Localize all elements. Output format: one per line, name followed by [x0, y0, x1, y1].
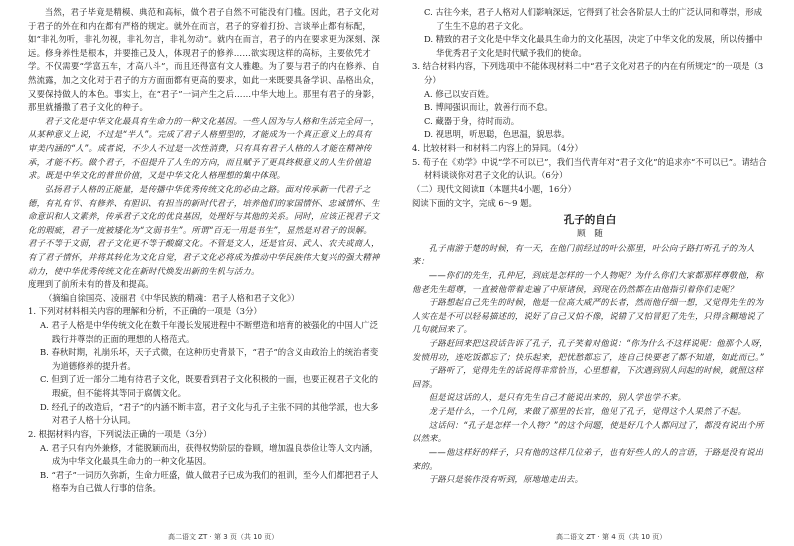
option-d: D. 精致的君子文化是中华文化最具生命力的文化基因，决定了中华文化的发展，所以传播中华优秀君子文化是时代赋予我们的使命。 [424, 34, 763, 58]
option-b: B. 博闻强识而让，敦善行而不怠。 [424, 102, 553, 113]
option-a: A. 君子人格是中华传统文化在数千年漫长发展进程中不断塑造和培育的被强化的中国人广泛践行并尊崇的正面的理想的人格范式。 [40, 320, 378, 344]
paragraph: 弘扬君子人格的正能量，是传播中华优秀传统文化的必由之路。面对传承新一代君子之德，有礼有节、有修养、有胆识、有担当的新时代君子，培养他们的家国情怀、忠诚情怀、生命意识和人文素养，传承君子文化的优良基因，处理好与其他的关系。同时，应该正视君子文化的瑕疵，君子一度被矮化为“文弱书生”。所谓“百无一用是书生”，显然是对君子的误解。君子不等于文弱，君子文化更不等于酸腐文化。不管是文人，还是官员、武人、农夫或商人，有了君子情怀，并将其转化为文化自觉，君子文化必将成为推动中华民族伟大复兴的强大精神动力，使中华优秀传统文化在新时代焕发出新的生机与活力。 [28, 183, 380, 276]
option-d: D. 视思明，听思聪，色思温，貌思恭。 [424, 129, 570, 140]
paragraph: ——他这样好的样子，只有他的这样几位弟子，也有好些人的人的言语，于路是没有说出来的。 [412, 446, 764, 471]
paragraph: 这话问：“孔子是怎样一个人物？”的这个问题，使是好几个人都问过了，都没有说出个所以然来。 [412, 419, 764, 444]
paragraph: 度理到了前所未有的普及和提高。 [28, 279, 154, 290]
left-page [28, 6, 380, 496]
option-d: D. 经孔子的改造后，“君子”的内涵不断丰富，君子文化与孔子主张不同的其他学派，也大多对君子人格十分认同。 [40, 401, 379, 426]
option-c: C. 但到了近一部分二地有待君子文化，既要看到君子文化积极的一面，也要正视君子文化的瑕疵，但不能将其等同于腐儒文化。 [40, 374, 379, 399]
paragraph: 于路只是装作没有听到，原地地走出去。 [428, 474, 584, 485]
paragraph: 君子文化是中华文化最具有生命力的一种文化基因。一些人因为与人格和生活完全同一，从某种意义上说，不过是“半人”。完成了君子人格塑型的，才能成为一个真正意义上的具有审美内涵的“人”。成者说，不少人不过是一次性消费，只有具有君子人格的人才能在精神传承，才能不朽。做个君子，不但提升了人生的方向，而且赋予了更具终极意义的人生价值追求。既是中华文化的普世价值，又是中华文化人格理想的集中体现。 [28, 115, 380, 181]
source-citation: （摘编自徐国亮、凌丽君《中华民族的精魂：君子人格和君子文化》） [44, 292, 300, 303]
paragraph: 当然，君子毕竟是精模、典范和高标，做个君子自然不可能没有门槛。因此，君子文化对于君子的外在和内在都有严格的规定。就外在而言，君子的穿着打扮、言谈举止都有标配，如“非礼勿听，非礼勿视，非礼勿言，非礼勿动”。就内在而言，君子的内在要求更为深刻、深远。修身养性是根本，并要推己及人，体现君子的修养……欲实现这样的高标，主要依凭才学。不仅需要“学富五车，才高八斗”，而且还得富有文人雅趣。为了要与君子的内在修养、自然流露，加之文化对于君子的方方面面都有更高的要求，如此一来既要具备学识、品格出众，又要保持做人的本色。事实上，在“君子”一词产生之后……中华大地上。那里有君子的身影，那里就播撒了君子文化的种子。 [28, 7, 380, 113]
page-footer-left: 高二语文 ZT · 第 3 页（共 10 页） [168, 533, 279, 541]
option-b: B. “君子”一词历久弥新，生命力旺盛，做人做君子已成为我们的祖训，至今人们都把君子人格奉为自己做人行事的信条。 [40, 469, 379, 494]
question-5: 5. 荀子在《劝学》中说“学不可以已”，我们当代青年对“君子文化”的追求亦“不可以已”。请结合材料谈谈你对君子文化的认识。（6分） [412, 156, 767, 181]
essay-title: 孔子的自白 [563, 214, 617, 227]
page-footer-right: 高二语文 ZT · 第 4 页（共 10 页） [556, 533, 667, 541]
paragraph: 孔子南游于楚的时候，有一天，在他门前经过的叶公那里，叶公向子路打听孔子的为人来： [412, 242, 755, 267]
option-c: C. 藏器于身，待时而动。 [424, 115, 520, 126]
essay-author: 顾 随 [577, 229, 603, 240]
paragraph: 但是说这话的人，是只有先生自己才能说出来的，别人学也学不来。 [428, 392, 687, 403]
paragraph: 于路想起自己先生的时候，他是一位高大威严的长者，然而他仔细一想，又觉得先生的为人实在是不可以轻易描述的，说好了自己又怕不像，说错了又怕冒犯了先生，只得含糊地说了几句就回来了。 [412, 297, 764, 335]
right-page [412, 6, 768, 487]
question-3: 3. 结合材料内容，下列选项中不能体现材料二中“君子文化对君子的内在有所规定”的一项是（3分） [412, 61, 764, 86]
question-2: 2. 根据材料内容，下列说法正确的一项是（3分） [28, 428, 212, 439]
question-1: 1. 下列对材料相关内容的理解和分析，不正确的一项是（3分） [28, 306, 262, 317]
option-b: B. 春秋时期，礼崩乐坏，天子式微，在这种历史背景下，“君子”的含义由政治上的统治者变为道德修养的提升者。 [40, 347, 379, 371]
question-4: 4. 比较材料一和材料二内容上的异同。（4分） [412, 143, 583, 154]
option-a: A. 君子只有内外兼修，才能脱颖而出，获得权势阶层的眷顾，增加温良恭俭让等人文内涵，成为中华文化最具生命力的一种文化基因。 [40, 442, 378, 467]
section-heading: （二）现代文阅读Ⅱ（本题共4小题，16分） [412, 183, 577, 194]
option-a: A. 修己以安百姓。 [424, 88, 494, 99]
paragraph: 龙子是什么，一个几何，来做了那里的长官，他见了孔子，觉得这个人果然了不起。 [428, 406, 747, 417]
section-intro: 阅读下面的文字，完成 6～9 题。 [412, 197, 537, 208]
paragraph: ——你们的先生，孔仲尼，到底是怎样的一个人物呢？为什么你们大家都那样尊敬他，称他老先生超尊，一直被他带着走遍了中原诸侯，到现在仍然都在由他指引着你们走呢？ [412, 269, 764, 294]
paragraph: 子路听了，觉得先生的话说得非常恰当，心里想着，下次遇到别人问起的时候，就照这样回答。 [412, 365, 764, 389]
option-c: C. 古往今来，君子人格对人们影响深远，它得到了社会各阶层人士的广泛认同和尊崇，形成了生生不息的君子文化。 [424, 7, 763, 31]
paragraph: 子路赶回来把这段话告诉了孔子，孔子笑着对他说：“你为什么不这样说呢：他那个人呀，发愤用功，连吃饭都忘了；快乐起来，把忧愁都忘了，连自己快要老了都不知道，如此而已。” [412, 338, 768, 362]
